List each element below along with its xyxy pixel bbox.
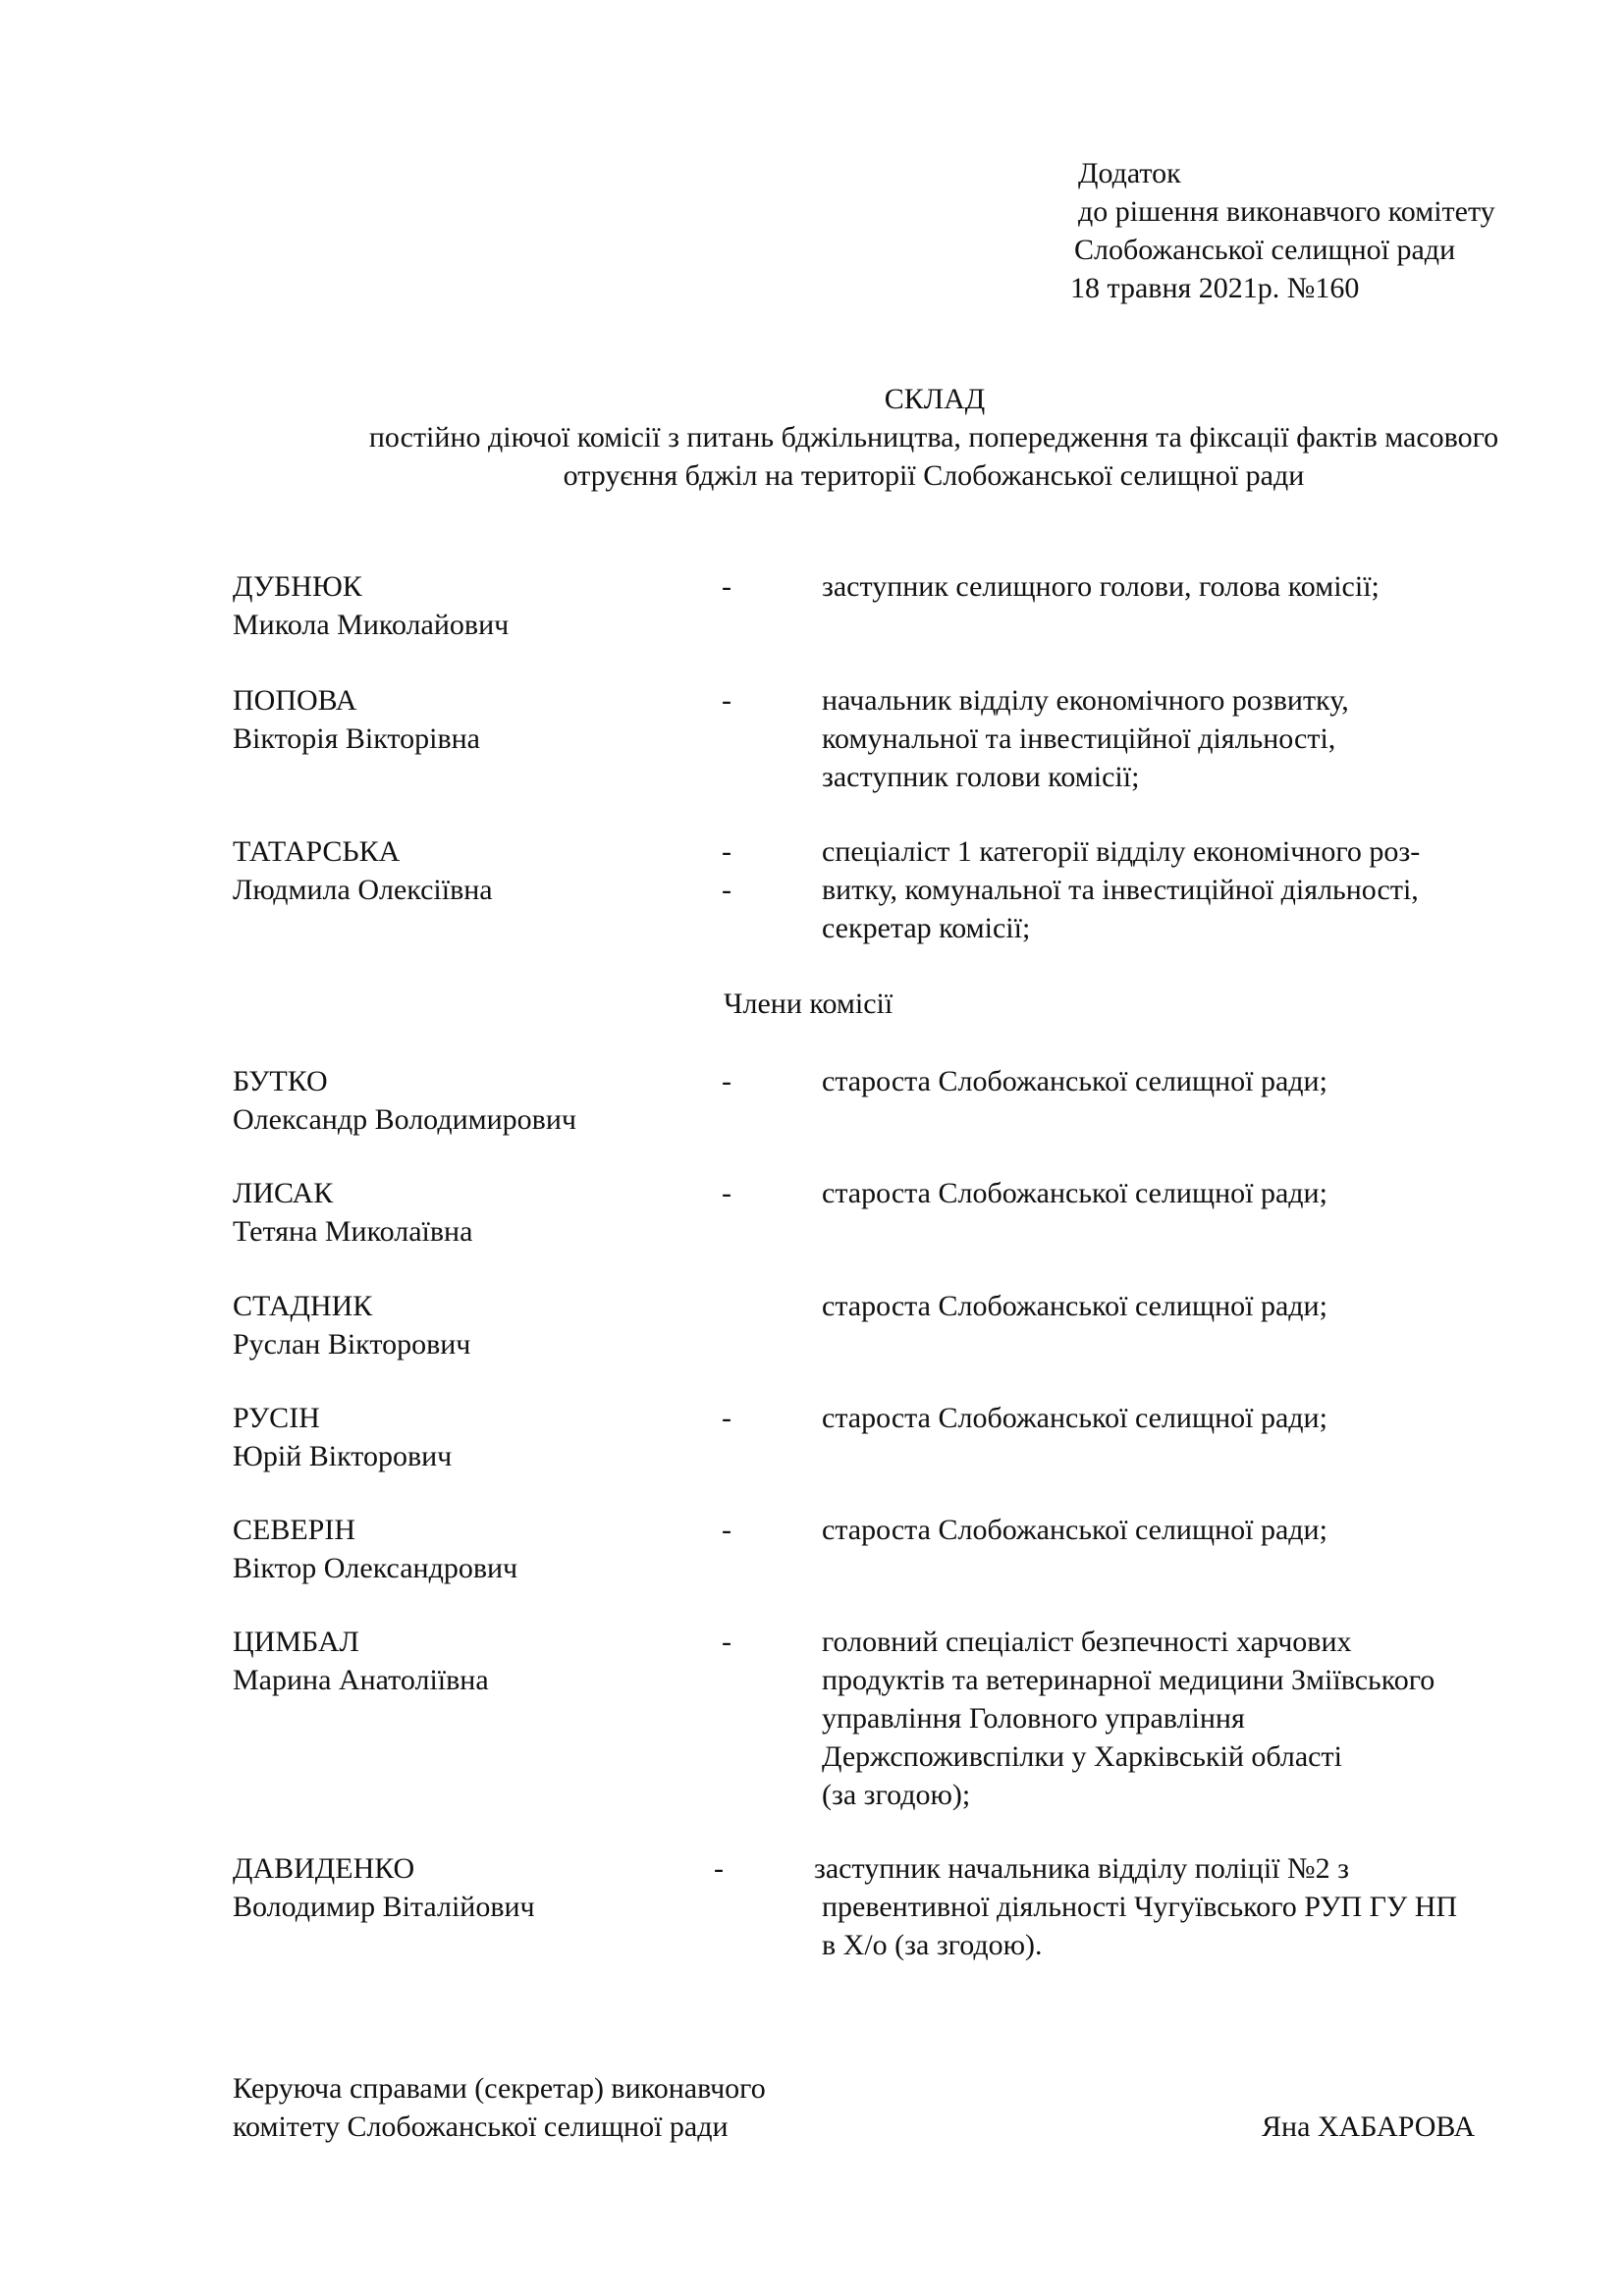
role-line: комунальної та інвестиційної діяльності, <box>822 722 1336 755</box>
person-role <box>822 681 1568 796</box>
role-line: (за згодою); <box>822 1779 971 1811</box>
person-role <box>822 1623 1568 1814</box>
title-line-2: постійно діючої комісії з питань бджільництва, попередження та фіксації фактів масового <box>368 421 1499 454</box>
person-given-name: Олександр Володимирович <box>233 1103 576 1136</box>
dash-separator: - <box>722 684 731 717</box>
person-role <box>822 567 1568 606</box>
signer-name: Яна ХАБАРОВА <box>1262 2110 1476 2143</box>
person-given-name: Тетяна Миколаївна <box>233 1215 473 1248</box>
appendix-council: Слобожанської селищної ради <box>1074 234 1456 266</box>
person-given-name: Віктор Олександрович <box>233 1552 518 1584</box>
person-given-name: Володимир Віталійович <box>233 1891 535 1923</box>
role-line: заступник начальника відділу поліції №2 з <box>814 1852 1349 1885</box>
person-role <box>822 1287 1568 1325</box>
role-line: продуктів та ветеринарної медицини Зміївського <box>822 1664 1435 1696</box>
role-line: Держспоживспілки у Харківській області <box>822 1740 1342 1773</box>
person-name <box>233 1849 535 1926</box>
role-line: заступник голови комісії; <box>822 761 1140 793</box>
person-surname: ЛИСАК <box>233 1177 334 1209</box>
role-line: заступник селищного голови, голова комісії; <box>822 570 1380 603</box>
person-surname: ДУБНЮК <box>233 570 362 603</box>
person-given-name: Вікторія Вікторівна <box>233 722 480 755</box>
person-role <box>822 1062 1568 1100</box>
appendix-decision: до рішення виконавчого комітету <box>1078 195 1495 228</box>
role-line: превентивної діяльності Чугуївського РУП ГУ НП <box>822 1891 1458 1923</box>
role-line: спеціаліст 1 категорії відділу економічного роз- <box>822 835 1421 868</box>
dash-separator: - <box>722 1626 731 1658</box>
appendix-label: Додаток <box>1078 157 1181 189</box>
dash-separator: - <box>722 570 731 603</box>
person-name <box>233 1623 489 1699</box>
person-surname: ТАТАРСЬКА <box>233 835 401 868</box>
dash-separator: - <box>722 1177 731 1209</box>
role-line: староста Слобожанської селищної ради; <box>822 1177 1327 1209</box>
dash-separator: - <box>722 835 731 868</box>
appendix-block <box>1070 154 1495 307</box>
person-role <box>822 1511 1568 1549</box>
person-surname: ДАВИДЕНКО <box>233 1852 415 1885</box>
role-line: в Х/о (за згодою). <box>822 1929 1043 1961</box>
title-line-3: отруєння бджіл на території Слобожанської селищної ради <box>563 459 1305 492</box>
signer-position-line-2: комітету Слобожанської селищної ради <box>233 2110 729 2143</box>
person-role <box>822 1399 1568 1437</box>
signer-position-line-1: Керуюча справами (секретар) виконавчого <box>233 2072 766 2105</box>
dash-separator: - <box>722 1402 731 1434</box>
role-line: управління Головного управління <box>822 1702 1245 1735</box>
person-name <box>233 1399 452 1475</box>
person-name <box>233 1287 470 1363</box>
person-surname: РУСІН <box>233 1402 320 1434</box>
document-title <box>0 380 1624 495</box>
person-name <box>233 681 480 758</box>
role-line: староста Слобожанської селищної ради; <box>822 1290 1327 1322</box>
signature-block <box>233 2069 1509 2146</box>
person-role <box>814 1849 1560 1964</box>
role-line: головний спеціаліст безпечності харчових <box>822 1626 1352 1658</box>
person-given-name: Юрій Вікторович <box>233 1440 453 1472</box>
person-surname: ПОПОВА <box>233 684 357 717</box>
person-surname: БУТКО <box>233 1065 328 1097</box>
person-given-name: Руслан Вікторович <box>233 1328 471 1361</box>
role-line: староста Слобожанської селищної ради; <box>822 1065 1327 1097</box>
person-name <box>233 567 509 644</box>
person-surname: СТАДНИК <box>233 1290 373 1322</box>
person-name <box>233 1511 517 1587</box>
dash-separator: - <box>722 1065 731 1097</box>
dash-separator-2: - <box>722 874 731 906</box>
person-given-name: Микола Миколайович <box>233 609 510 641</box>
person-name <box>233 1174 472 1251</box>
person-role <box>822 1174 1568 1212</box>
person-role <box>822 832 1568 947</box>
person-given-name: Марина Анатоліївна <box>233 1664 489 1696</box>
dash-separator: - <box>722 1514 731 1546</box>
role-line: секретар комісії; <box>822 912 1031 944</box>
role-line: староста Слобожанської селищної ради; <box>822 1514 1327 1546</box>
dash-separator: - <box>714 1852 724 1885</box>
person-surname: ЦИМБАЛ <box>233 1626 359 1658</box>
role-line: староста Слобожанської селищної ради; <box>822 1402 1327 1434</box>
members-heading: Члени комісії <box>724 988 893 1020</box>
person-name <box>233 1062 576 1139</box>
title-heading: СКЛАД <box>884 383 986 415</box>
person-given-name: Людмила Олексіївна <box>233 874 493 906</box>
person-name <box>233 832 493 909</box>
appendix-date: 18 травня 2021р. №160 <box>1070 272 1360 304</box>
role-line: витку, комунальної та інвестиційної діяльності, <box>822 874 1419 906</box>
role-line: начальник відділу економічного розвитку, <box>822 684 1349 717</box>
person-surname: СЕВЕРІН <box>233 1514 356 1546</box>
